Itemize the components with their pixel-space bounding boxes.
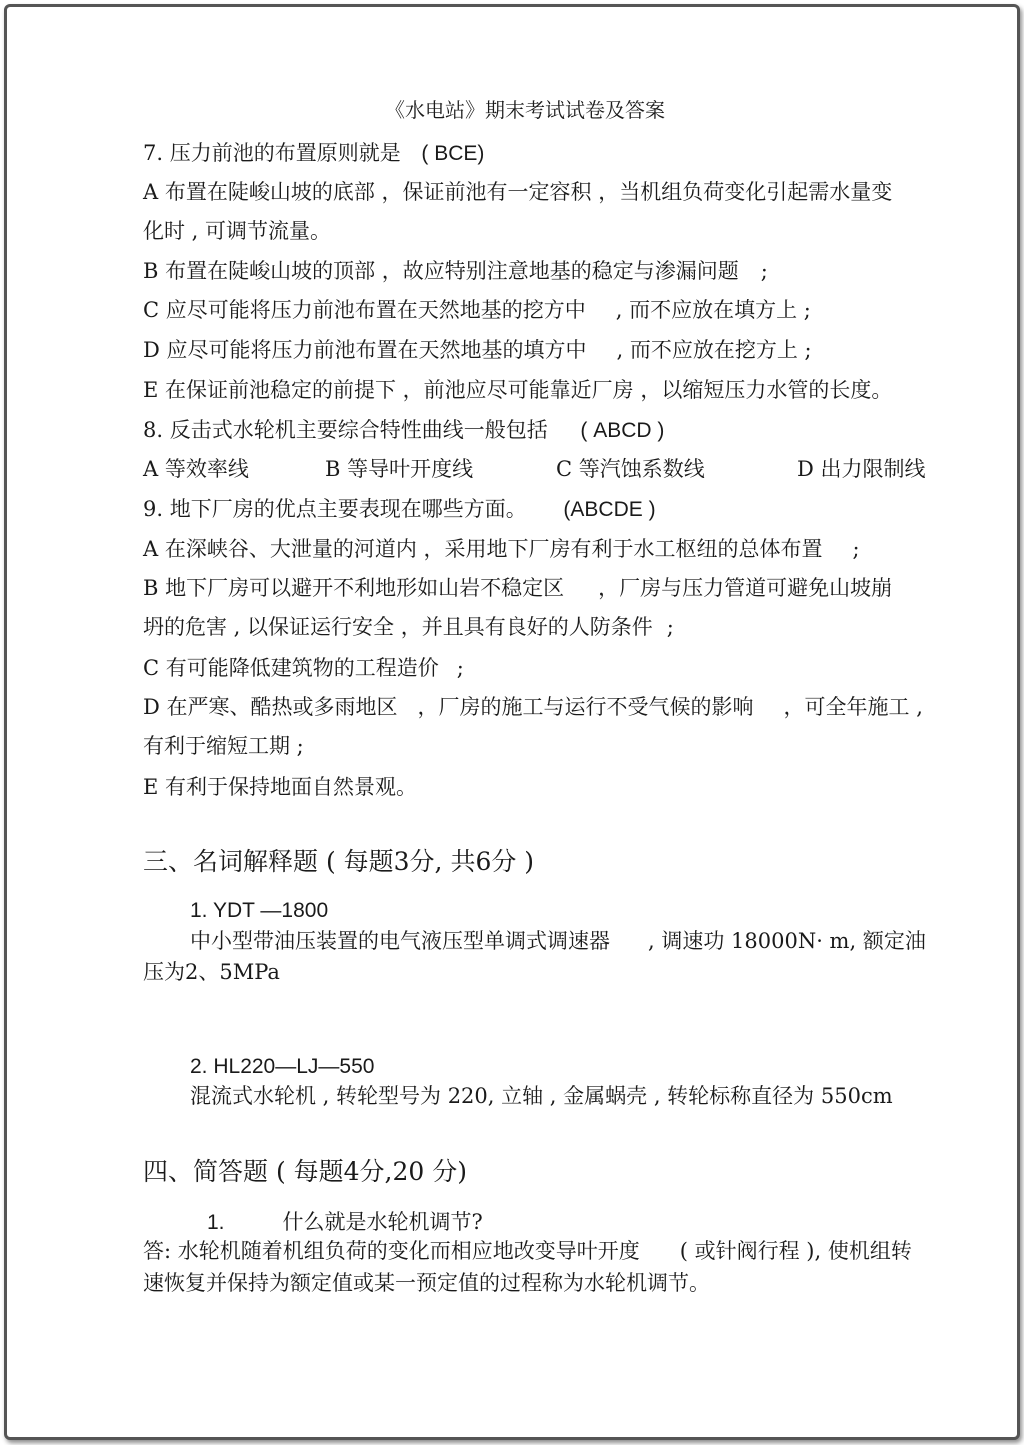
q8-option-b: B 等导叶开度线 (325, 457, 474, 481)
q9-option-a (143, 536, 860, 562)
option-b (143, 258, 768, 284)
option-text: D 应尽可能将压力前池布置在天然地基的填方中 (143, 338, 587, 362)
answer-text: 答: 水轮机随着机组负荷的变化而相应地改变导叶开度 (143, 1239, 640, 1263)
section-4-heading: 四、简答题 ( 每题4分,20 分) (143, 1157, 468, 1186)
term-2-label: 2. HL220—LJ—550 (190, 1055, 375, 1078)
question-8-stem (143, 417, 664, 444)
document-page (4, 4, 1020, 1440)
question-number: 1. (207, 1211, 225, 1234)
q9-option-b-line1 (143, 575, 892, 601)
short-question-1 (207, 1209, 483, 1236)
definition-text: 中小型带油压装置的电气液压型单调式调速器 (190, 929, 610, 953)
option-text: 坍的危害 , 以保证运行安全 ，并且具有良好的人防条件 (143, 615, 653, 639)
option-text: D 在严寒、酷热或多雨地区 (143, 695, 398, 719)
option-text-mid: ，厂房的施工与运行不受气候的影响 (417, 695, 754, 719)
q8-option-c: C 等汽蚀系数线 (556, 457, 705, 481)
option-a-line1: A 布置在陡峻山坡的底部 ，保证前池有一定容积 ，当机组负荷变化引起需水量变 (143, 180, 893, 204)
q8-option-a: A 等效率线 (143, 457, 249, 481)
option-end: , 而不应放在填方上 ; (615, 298, 811, 322)
question-9-stem (143, 496, 656, 523)
option-d (143, 337, 812, 363)
q9-option-c (143, 655, 464, 681)
definition-text-cont: , 调速功 18000N· m, 额定油 (648, 929, 926, 953)
answer-key: ( ABCD ) (580, 419, 665, 442)
option-end: ; (666, 615, 674, 639)
q9-option-d-line2: 有利于缩短工期 ; (143, 734, 304, 758)
term-1-definition-line2: 压为2、5MPa (143, 960, 280, 984)
q9-option-e: E 有利于保持地面自然景观。 (143, 775, 418, 799)
question-7-stem (143, 140, 484, 167)
option-text-end: ，可全年施工 , (783, 695, 923, 719)
answer-line2: 速恢复并保持为额定值或某一预定值的过程称为水轮机调节。 (143, 1271, 710, 1295)
option-end: ; (456, 656, 464, 680)
term-2-definition: 混流式水轮机 , 转轮型号为 220, 立轴 , 金属蜗壳 , 转轮标称直径为 550cm (190, 1084, 893, 1108)
question-stem-text: 9. 地下厂房的优点主要表现在哪些方面。 (143, 497, 527, 521)
option-text: C 有可能降低建筑物的工程造价 (143, 656, 439, 680)
term-1-label: 1. YDT —1800 (190, 899, 329, 922)
option-c (143, 297, 811, 323)
option-end: ; (852, 537, 860, 561)
option-end: ; (760, 259, 768, 283)
q8-option-d: D 出力限制线 (797, 457, 926, 481)
document-title: 《水电站》期末考试试卷及答案 (385, 98, 665, 122)
option-text: B 布置在陡峻山坡的顶部 ，故应特别注意地基的稳定与渗漏问题 (143, 259, 739, 283)
section-3-heading: 三、名词解释题 ( 每题3分, 共6分 ) (143, 847, 535, 876)
option-end: , 而不应放在挖方上 ; (616, 338, 812, 362)
option-text: B 地下厂房可以避开不利地形如山岩不稳定区 (143, 576, 565, 600)
option-text: A 在深峡谷、大泄量的河道内 ，采用地下厂房有利于水工枢纽的总体布置 (143, 537, 823, 561)
q9-option-b-line2 (143, 614, 674, 640)
answer-key: ( BCE) (421, 142, 485, 165)
option-text-cont: ，厂房与压力管道可避免山坡崩 (598, 576, 893, 600)
answer-text-cont: ( 或针阀行程 ), 使机组转 (679, 1239, 912, 1263)
option-a-line2: 化时 , 可调节流量。 (143, 219, 332, 243)
q9-option-d-line1 (143, 694, 923, 720)
answer-key: (ABCDE ) (563, 498, 656, 521)
term-1-definition-line1 (190, 928, 926, 954)
question-stem-text: 7. 压力前池的布置原则就是 (143, 141, 401, 165)
option-text: C 应尽可能将压力前池布置在天然地基的挖方中 (143, 298, 586, 322)
question-text: 什么就是水轮机调节? (282, 1210, 483, 1234)
option-e: E 在保证前池稳定的前提下 ，前池应尽可能靠近厂房 ，以缩短压力水管的长度。 (143, 378, 893, 402)
answer-line1 (143, 1238, 912, 1264)
question-stem-text: 8. 反击式水轮机主要综合特性曲线一般包括 (143, 418, 548, 442)
